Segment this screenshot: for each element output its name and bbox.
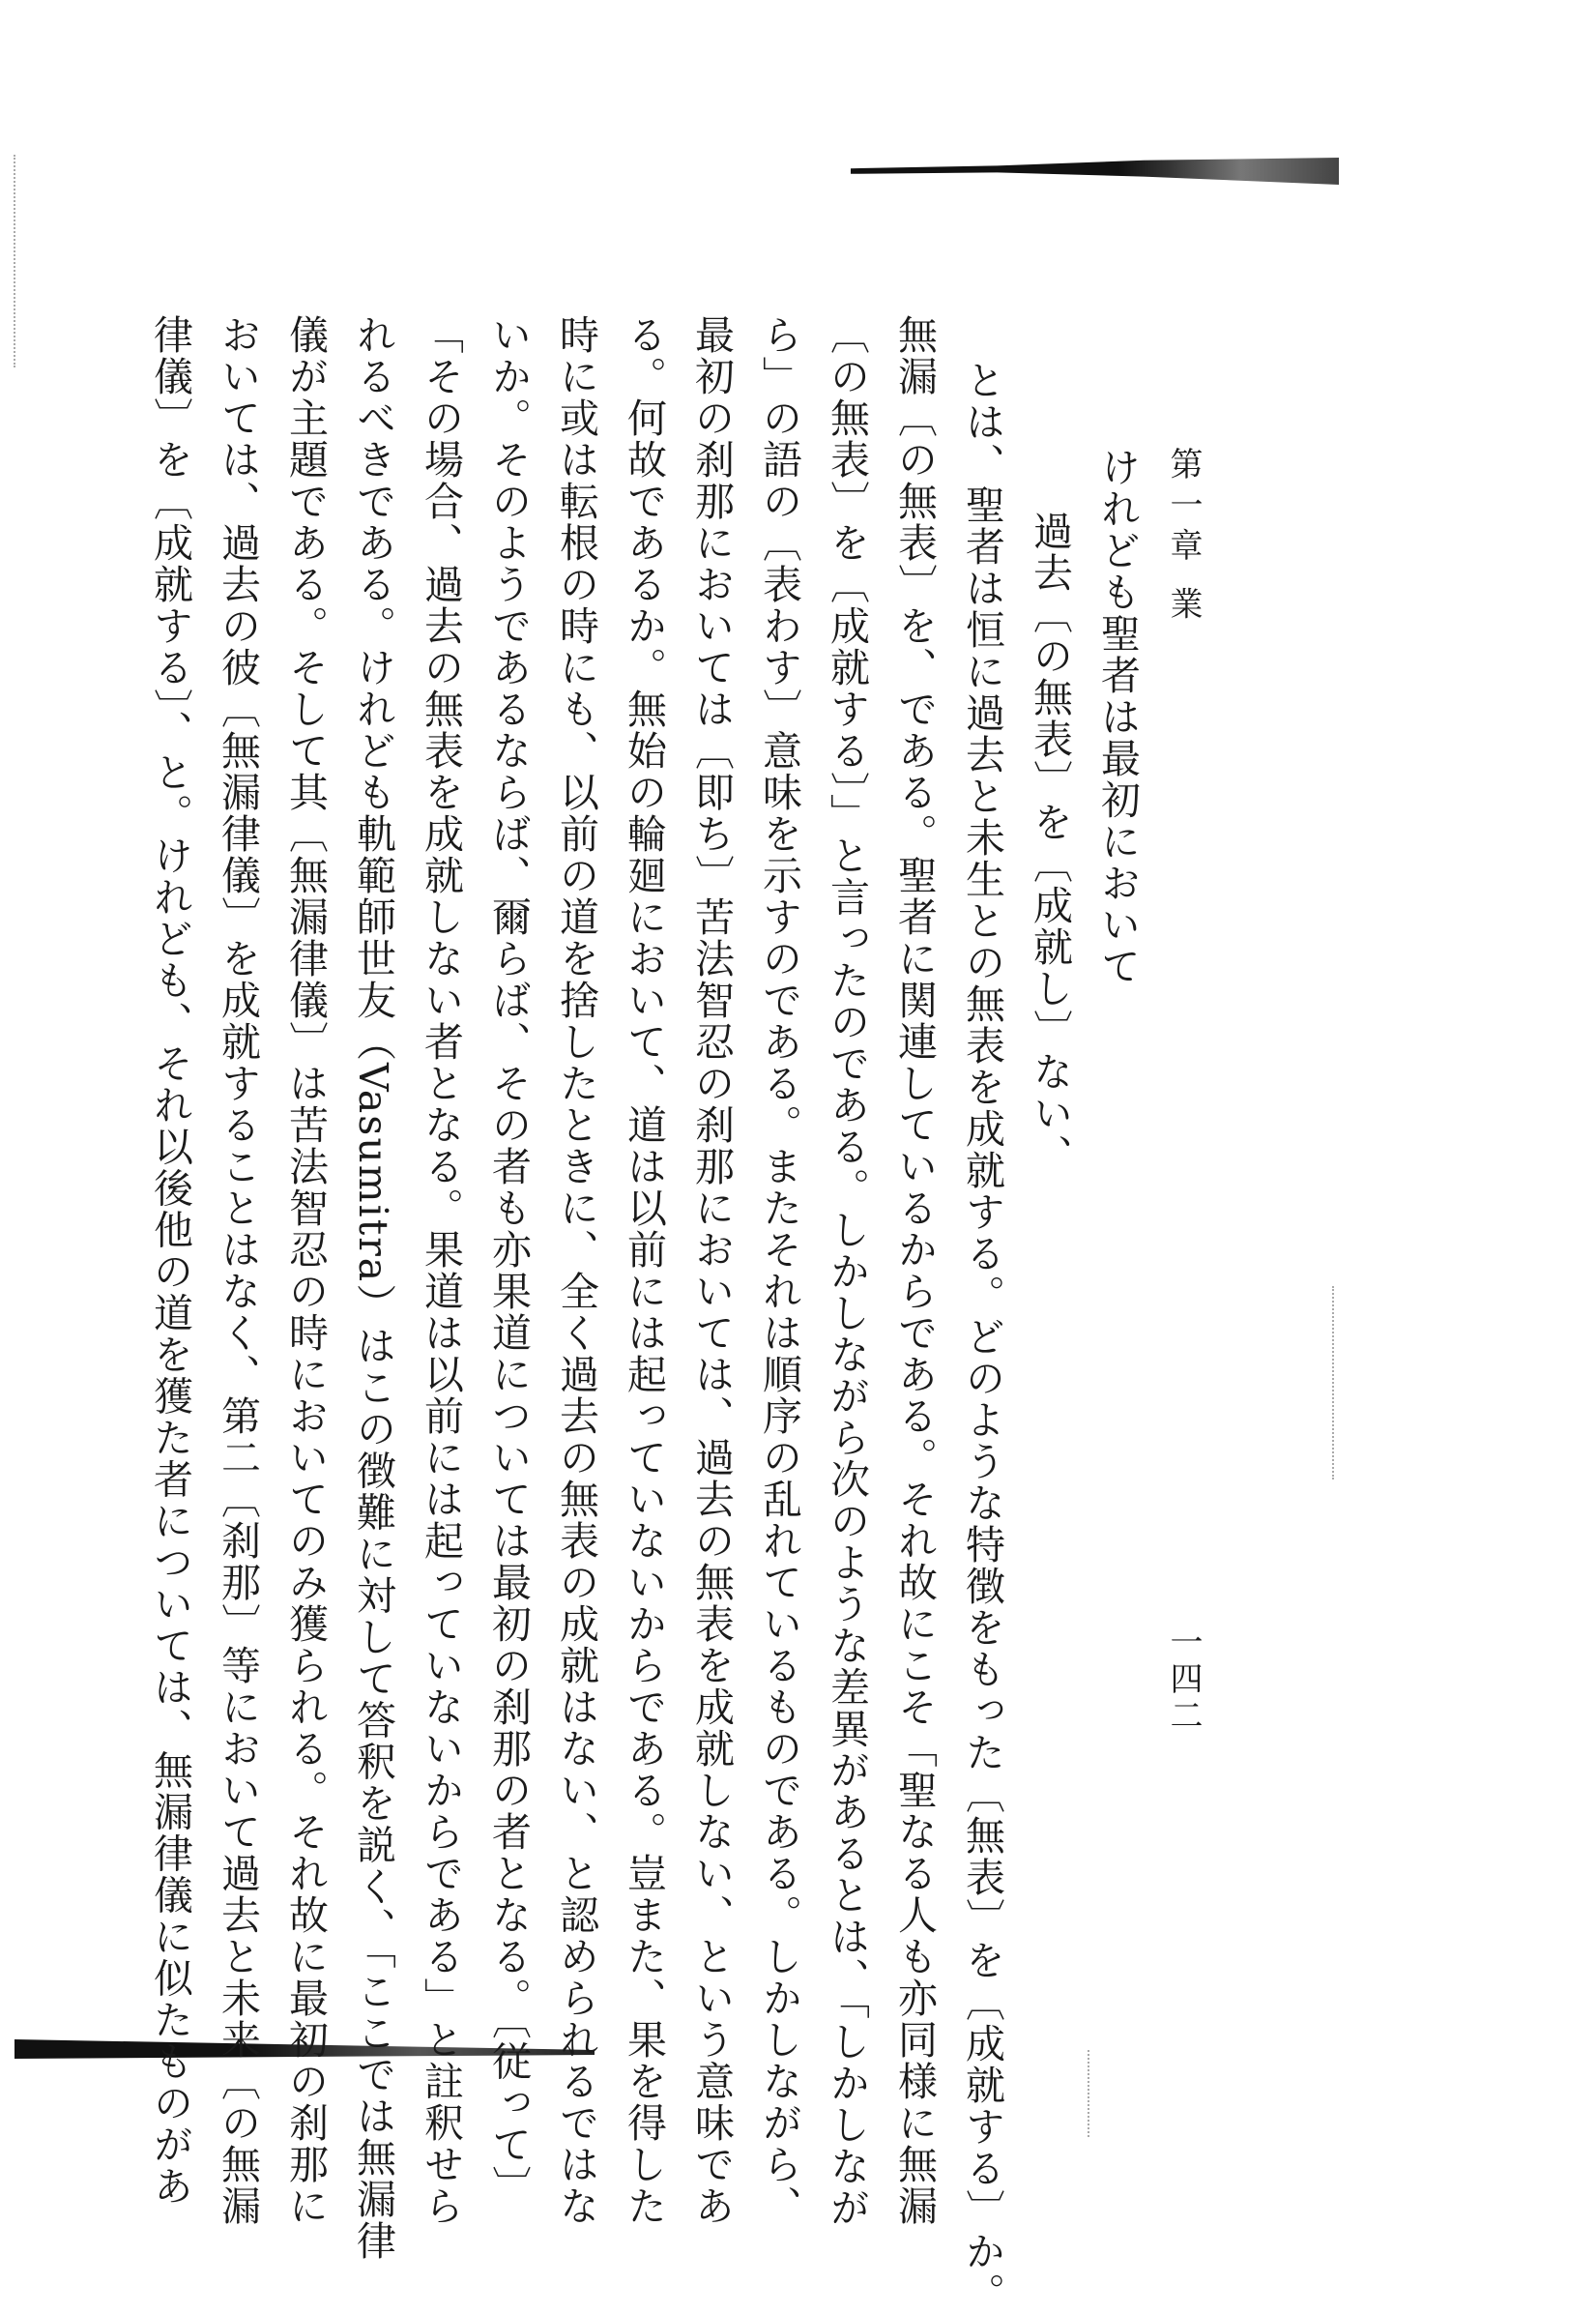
scan-edge-top <box>851 158 1339 185</box>
text-line: とは、聖者は恒に過去と未生との無表を成就する。どのような特徴をもった〔無表〕を〔成就する〕か。 <box>959 360 1005 2314</box>
text-line: いか。そのようであるならば、爾らば、その者も亦果道については最初の刹那の者となる。〔従って〕 <box>485 314 532 2208</box>
text-line: 儀が主題である。そして其〔無漏律儀〕は苦法智忍の時においてのみ獲られる。それ故に最初の刹那に <box>282 314 329 2227</box>
text-line: 〔の無表〕を〔成就する〕」と言ったのである。しかしながら次のような差異があるとは、「しかしなが <box>824 314 870 2229</box>
text-line: ら」の語の〔表わす〕意味を示すのである。またそれは順序の乱れているものである。しかしながら、 <box>756 314 802 2227</box>
text-line: 律儀〕を〔成就する〕、と。けれども、それ以後他の道を獲た者については、無漏律儀に似たものがあ <box>147 314 193 2208</box>
page-number: 一四二 <box>1164 1625 1203 1735</box>
text-line: れるべきである。けれども軌範師世友（Vasumitra）はこの徴難に対して答釈を説く、「ここでは無漏律 <box>350 314 396 2262</box>
text-line: 最初の刹那においては〔即ち〕苦法智忍の刹那においては、過去の無表を成就しない、という意味であ <box>688 314 735 2227</box>
text-line: 「その場合、過去の無表を成就しない者となる。果道は以前には起っていないからである」と註釈せら <box>418 314 464 2227</box>
text-line: る。何故であるか。無始の輪廻において、道は以前には起っていないからである。豈また、果を得した <box>621 314 667 2227</box>
text-line: おいては、過去の彼〔無漏律儀〕を成就することはなく、第二〔刹那〕等において過去と未来〔の無漏 <box>215 314 261 2227</box>
verse-line: けれども聖者は最初において <box>1094 447 1141 987</box>
verse-line: 過去〔の無表〕を〔成就し〕ない、 <box>1027 511 1073 1176</box>
margin-mark <box>1332 1286 1334 1479</box>
margin-mark <box>1088 2050 1089 2137</box>
chapter-header: 第一章 業 <box>1164 447 1203 628</box>
text-line: 無漏〔の無表〕を、である。聖者に関連しているからである。それ故にこそ「聖なる人も亦同様に無漏 <box>891 314 938 2227</box>
text-line: 時に或は転根の時にも、以前の道を捨したときに、全く過去の無表の成就はない、と認められるではな <box>553 314 599 2227</box>
margin-mark <box>14 155 15 367</box>
